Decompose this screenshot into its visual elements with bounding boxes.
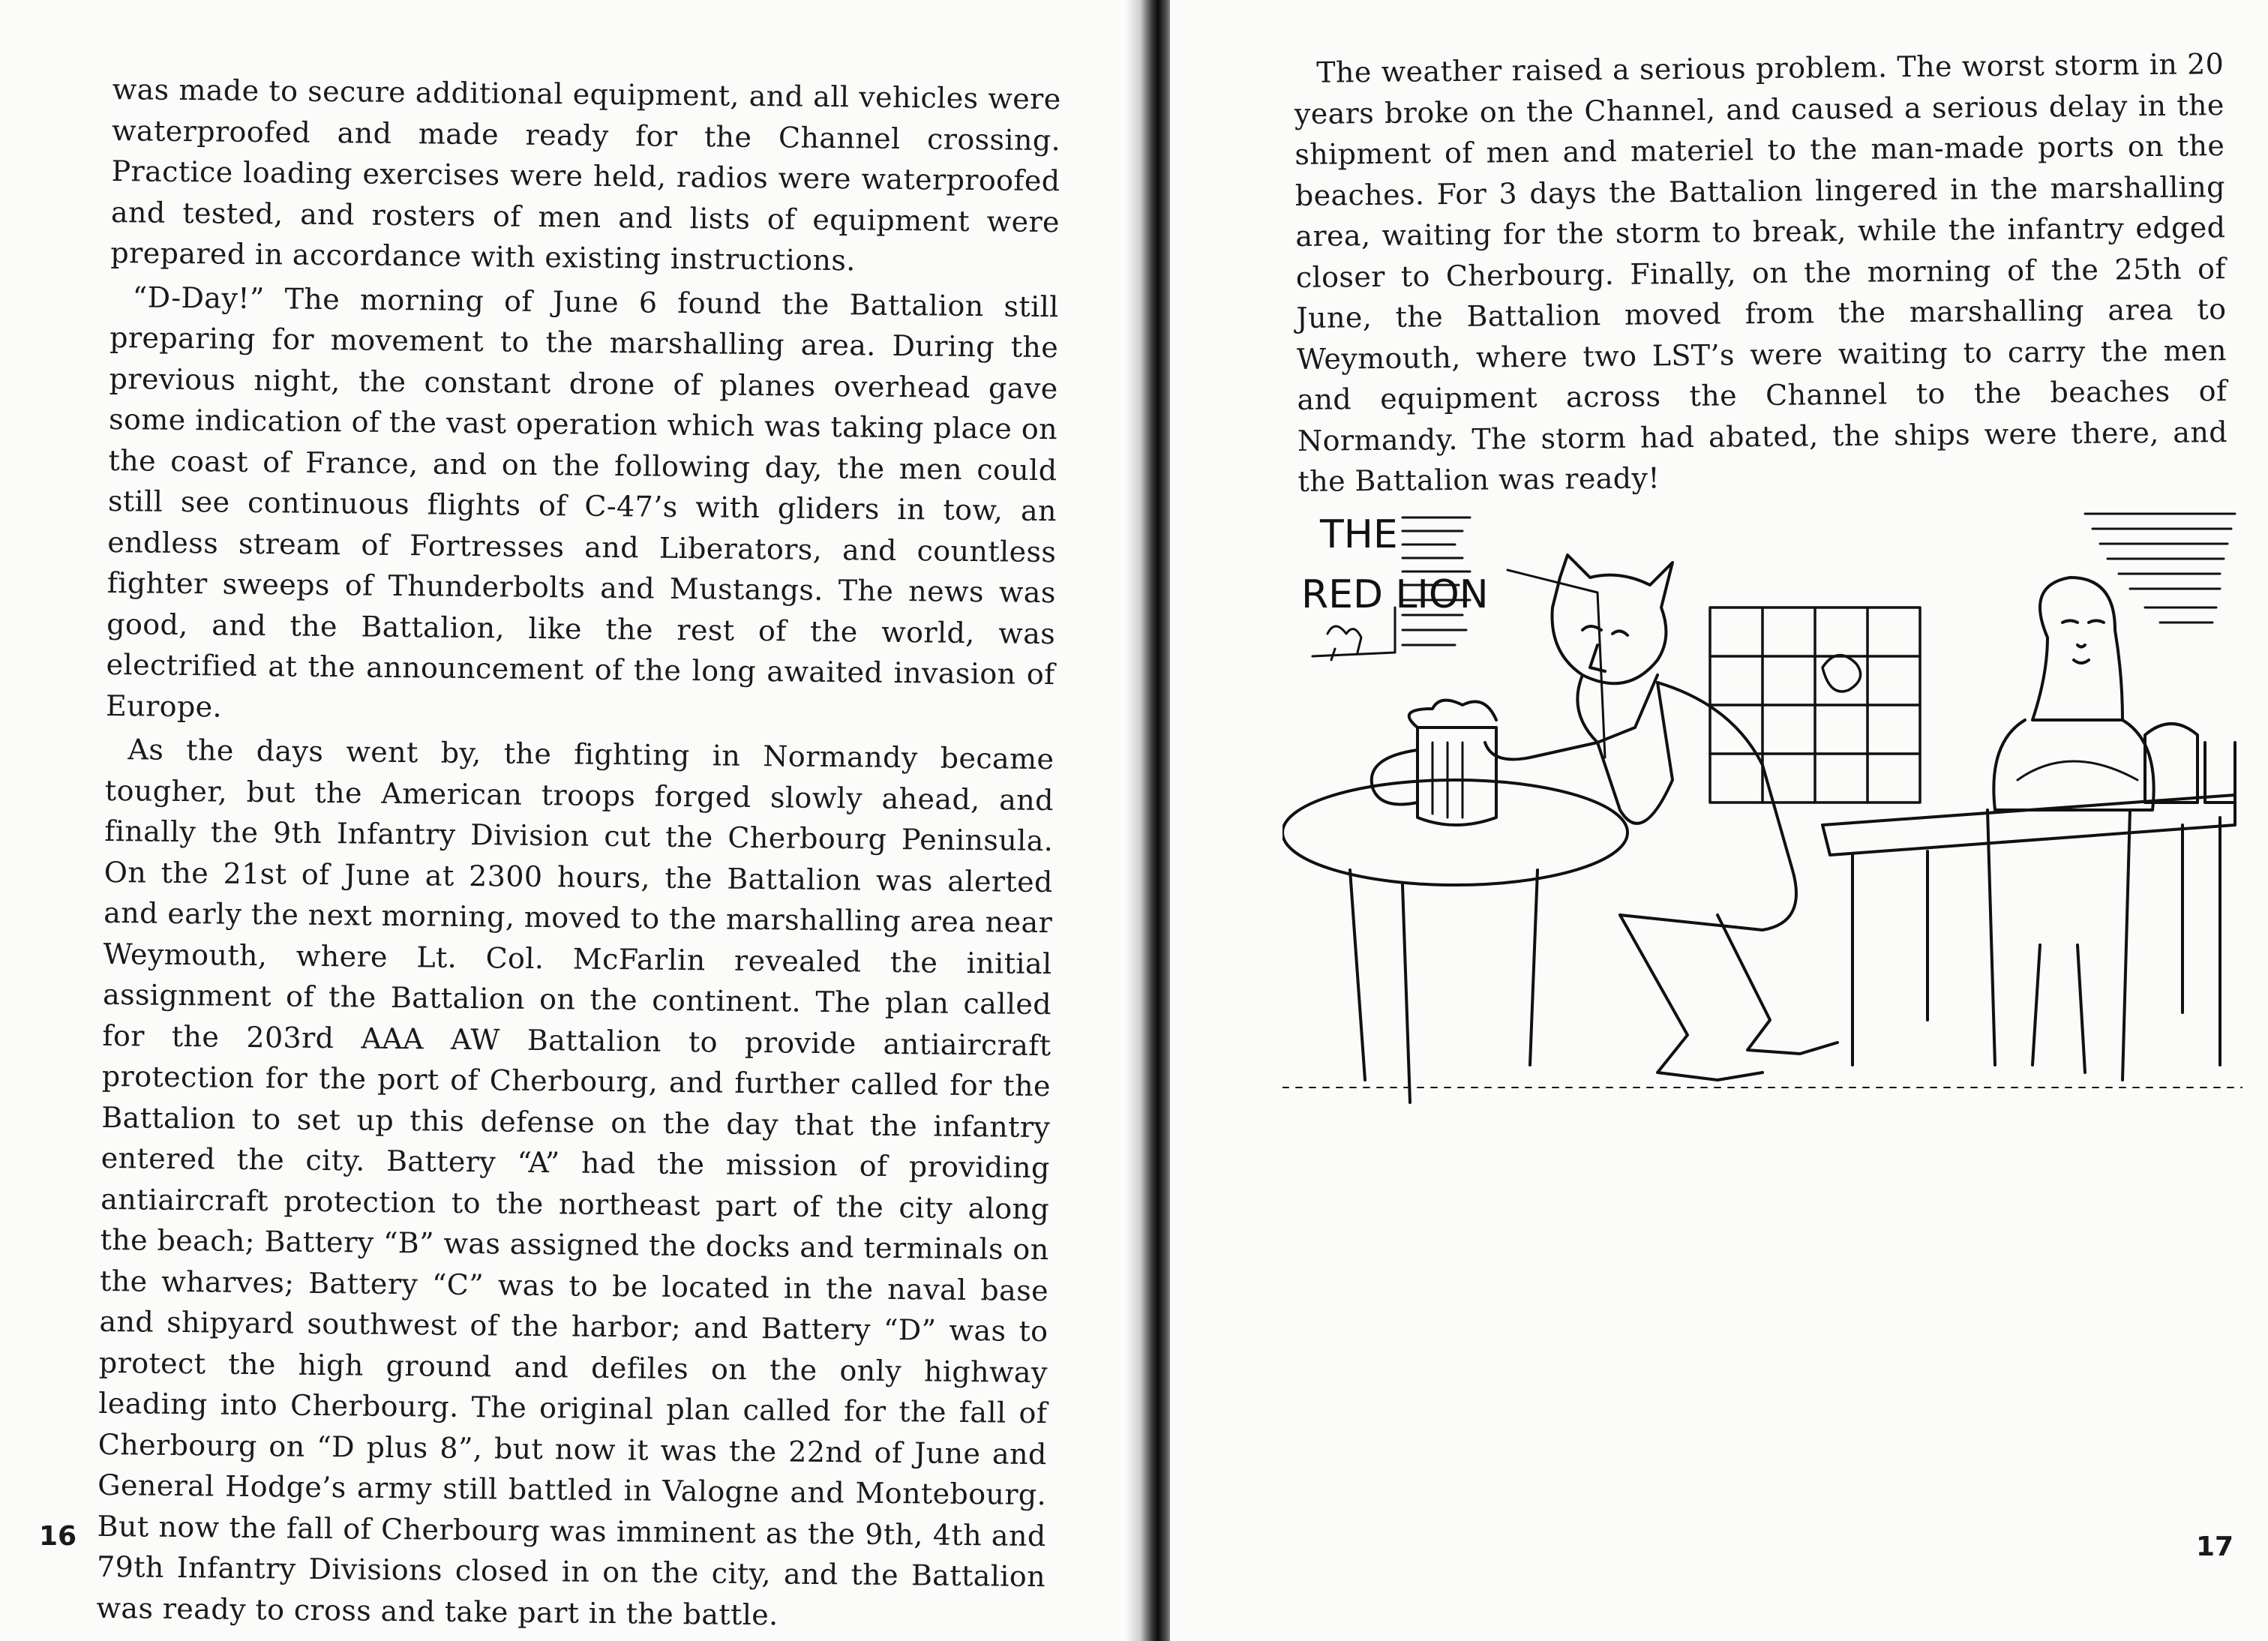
sign-line1: THE <box>1320 512 1398 557</box>
page-number-right: 17 <box>2196 1532 2234 1562</box>
right-page <box>1170 0 2268 1641</box>
page-number-left: 16 <box>39 1521 77 1552</box>
soldier-figure <box>1485 555 1838 1080</box>
left-page-text <box>96 69 1061 1638</box>
back-bar-shelves <box>1710 608 1920 802</box>
paragraph: “D-Day!” The morning of June 6 found the Battalion still preparing for movement to the marshalling area. During the previous night, the constant drone of planes overhead gave some indication of the vast operation which was taking place on the coast of France, and on the following day, the men could still see continuous flights of C-47’s with gliders in tow, an endless stream of Fortresses and Liberators, and countless fighter sweeps of Thunderbolts and Mustangs. The news was good, and the Battalion, like the rest of the world, was electrified at the announcement of the long awaited invasion of Europe. <box>105 280 1059 724</box>
wall-shading <box>1402 514 2235 645</box>
paragraph: The weather raised a serious problem. The worst storm in 20 years broke on the Channel, and caused a serious delay in the shipment of men and materiel to the man-made ports on the beaches. For 3 days the Battalion lingered in the marshalling area, waiting for the storm to break, while the infantry edged closer to Cherbourg. Finally, on the morning of the 25th of June, the Battalion moved from the marshalling area to Weymouth, where two LST’s were waiting to carry the men and equipment across the Channel to the beaches of Normandy. The storm had abated, the ships were there, and the Battalion was ready! <box>1294 47 2228 498</box>
red-lion-sign <box>1301 512 1489 660</box>
right-table <box>1822 724 2235 1080</box>
sign-line2: RED LION <box>1301 572 1489 617</box>
paragraph: was made to secure additional equipment, and all vehicles were waterproofed and made ready for the Channel crossing. Practice loading exercises were held, radios were waterproofed and tested, and rosters of men and lists of equipment were prepared in accordance with existing instructions. <box>110 72 1061 278</box>
pub-cartoon-illustration <box>1282 495 2242 1132</box>
beer-mug <box>1372 700 1496 825</box>
paragraph: As the days went by, the fighting in Normandy became tougher, but the American troops forged slowly ahead, and finally the 9th Infantry Division cut the Cherbourg Peninsula. On the 21st of June at 2300 hours, the Battalion was alerted and early the next morning, moved to the marshalling area near Weymouth, where Lt. Col. McFarlin revealed the initial assignment of the Battalion on the continent. The plan called for the 203rd AAA AW Battalion to provide antiaircraft protection for the port of Cherbourg, and further called for the Battalion to set up this defense on the day that the infantry entered the city. Battery “A” had the mission of providing antiaircraft protection to the northeast part of the city along the beach; Battery “B” was assigned the docks and terminals on the wharves; Battery “C” was to be located in the naval base and shipyard southwest of the harbor; and Battery “D” was to protect the high ground and defiles on the only highway leading into Cherbourg. The original plan called for the fall of Cherbourg on “D plus 8”, but now it was the 22nd of June and General Hodge’s army still battled in Valogne and Montebourg. But now the fall of Cherbourg was imminent as the 9th, 4th and 79th Infantry Divisions closed in on the city, and the Battalion was ready to cross and take part in the battle. <box>96 733 1054 1631</box>
right-page-text <box>1294 40 2228 502</box>
woman-figure <box>1994 578 2153 810</box>
